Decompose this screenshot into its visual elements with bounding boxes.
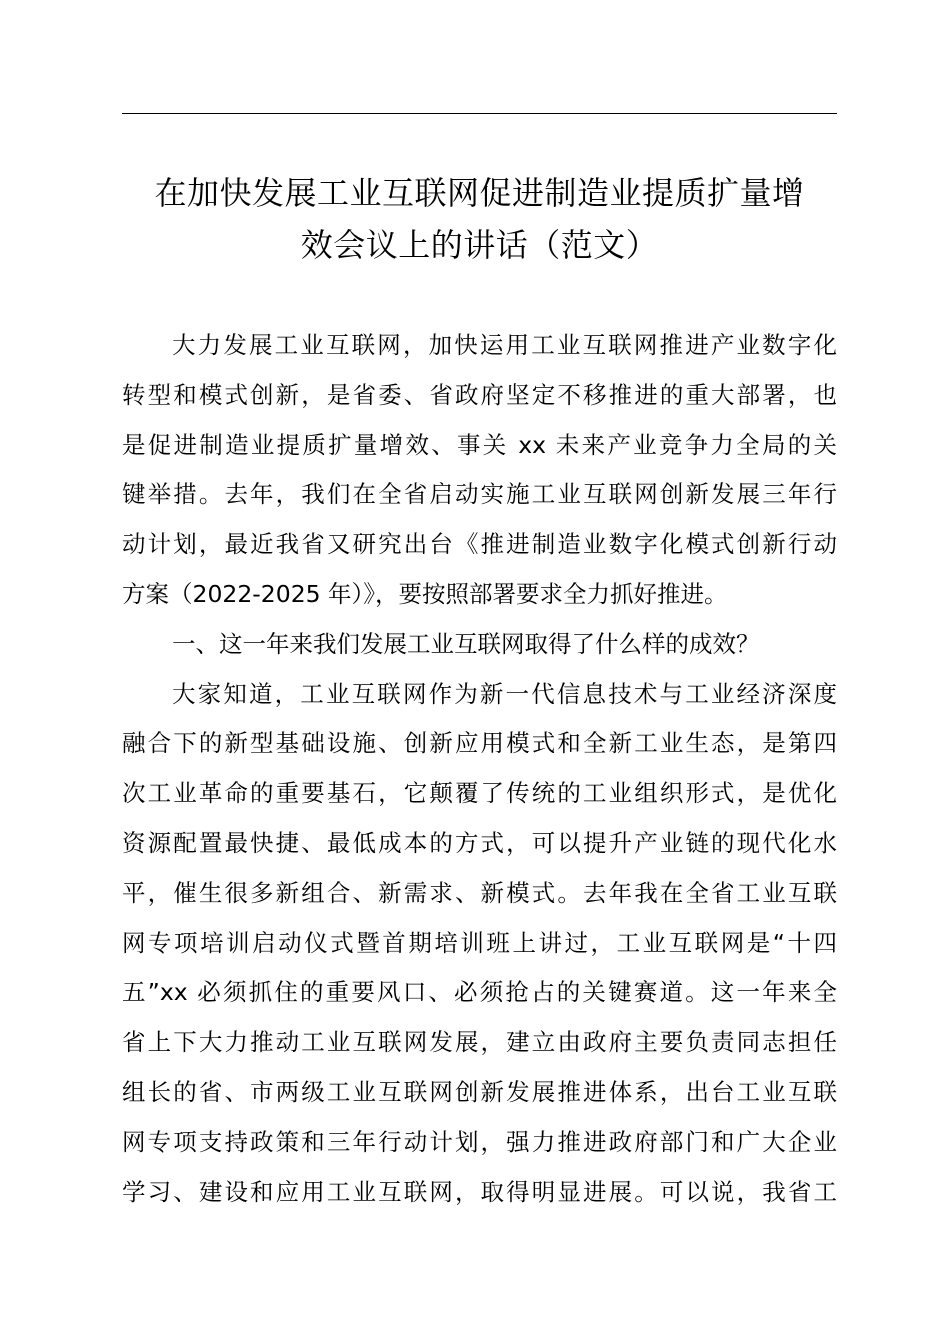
text-line: 转型和模式创新，是省委、省政府坚定不移推进的重大部署，也	[122, 380, 837, 409]
paragraph-intro	[122, 321, 837, 620]
text-line: 大家知道，工业互联网作为新一代信息技术与工业经济深度	[172, 679, 837, 708]
text-line: 资源配置最快捷、最低成本的方式，可以提升产业链的现代化水	[122, 828, 837, 857]
text-line: 是促进制造业提质扩量增效、事关 xx 未来产业竞争力全局的关	[122, 430, 837, 459]
text-line: 网专项培训启动仪式暨首期培训班上讲过，工业互联网是“十四	[122, 928, 837, 957]
text-line: 五”xx 必须抓住的重要风口、必须抢占的关键赛道。这一年来全	[122, 978, 837, 1007]
title-line: 效会议上的讲话（范文）	[300, 226, 659, 264]
document-title	[122, 167, 837, 271]
text-line: 一、这一年来我们发展工业互联网取得了什么样的成效？	[172, 629, 760, 658]
title-line: 在加快发展工业互联网促进制造业提质扩量增	[154, 174, 805, 212]
text-line: 平，催生很多新组合、新需求、新模式。去年我在全省工业互联	[122, 878, 837, 907]
text-line: 学习、建设和应用工业互联网，取得明显进展。可以说，我省工	[122, 1177, 837, 1206]
text-line: 大力发展工业互联网，加快运用工业互联网推进产业数字化	[172, 331, 837, 359]
section-heading	[122, 620, 837, 670]
text-line: 网专项支持政策和三年行动计划，强力推进政府部门和广大企业	[122, 1127, 837, 1156]
document-body	[122, 321, 837, 1217]
text-line: 省上下大力推动工业互联网发展，建立由政府主要负责同志担任	[122, 1028, 837, 1057]
text-line: 键举措。去年，我们在全省启动实施工业互联网创新发展三年行	[122, 480, 837, 509]
paragraph-body	[122, 670, 837, 1218]
text-line: 次工业革命的重要基石，它颠覆了传统的工业组织形式，是优化	[122, 779, 837, 808]
text-line: 组长的省、市两级工业互联网创新发展推进体系，出台工业互联	[122, 1077, 837, 1106]
text-line: 动计划，最近我省又研究出台《推进制造业数字化模式创新行动	[122, 530, 837, 559]
text-line: 融合下的新型基础设施、创新应用模式和全新工业生态，是第四	[122, 729, 837, 758]
header-rule	[122, 113, 837, 114]
text-line: 方案（2022-2025 年）》，要按照部署要求全力抓好推进。	[122, 579, 728, 608]
